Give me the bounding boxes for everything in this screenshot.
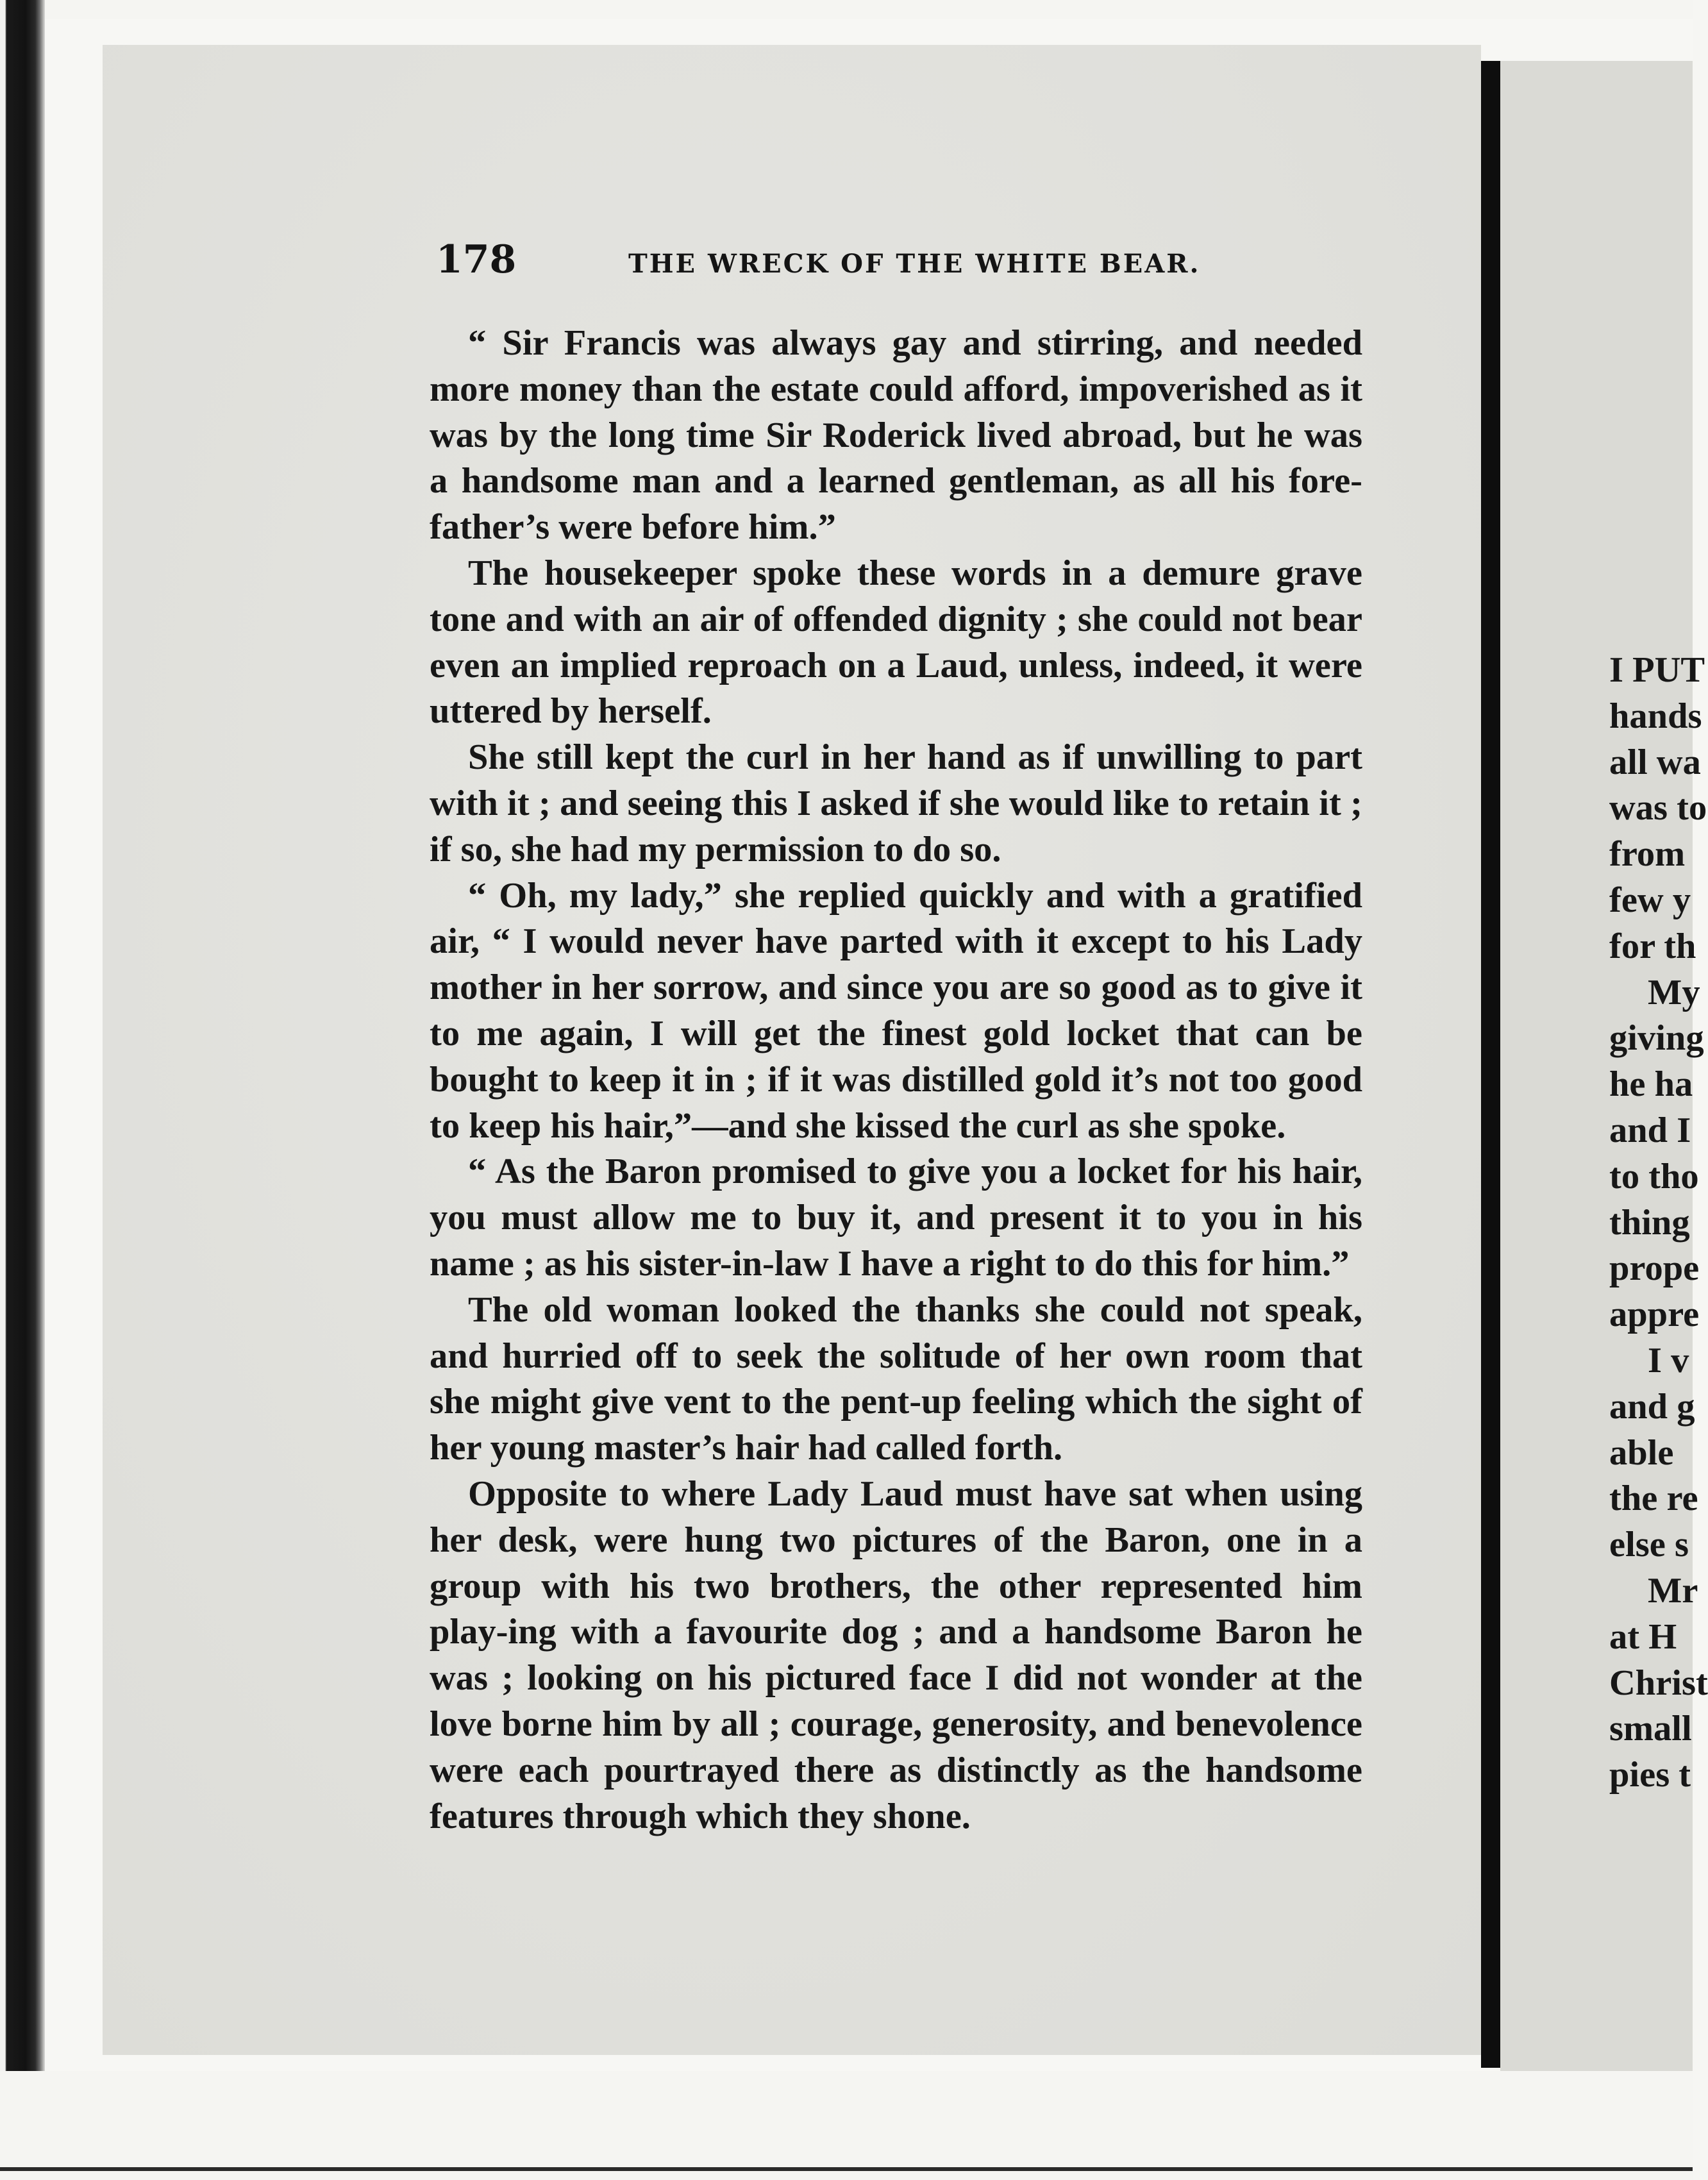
facing-line: and I — [1609, 1110, 1691, 1150]
facing-line: from — [1609, 834, 1686, 875]
facing-line: prope — [1609, 1248, 1700, 1289]
paragraph: She still kept the curl in her hand as if unwilling to part with it ; and seeing this I asked if she would like to retain it ; if so, she had my permission to do so. — [430, 737, 1362, 869]
facing-line: small — [1609, 1709, 1692, 1749]
facing-line: he ha — [1609, 1064, 1693, 1105]
paragraph: “ Oh, my lady,” she replied quickly and with a gratified air, “ I would never have parted with it except to his Lady mother in her sorrow, and since you are so good as to give it to me again, I will get the finest gold locket that can be bought to keep it in ; if it was distilled gold it’s not too good to keep his hair,”—and she kissed the curl as she spoke. — [430, 875, 1362, 1146]
facing-line: Christ — [1609, 1663, 1708, 1703]
facing-line: pies t — [1609, 1755, 1691, 1795]
book-gutter — [1481, 61, 1500, 2068]
facing-line: able — [1609, 1432, 1674, 1473]
scan-bottom-margin — [0, 2071, 1693, 2180]
facing-line: I PUT — [1609, 650, 1705, 690]
facing-line: thing — [1609, 1202, 1690, 1243]
facing-line: I v — [1648, 1340, 1689, 1380]
facing-line: all wa — [1609, 742, 1701, 782]
paragraph: The old woman looked the thanks she could not speak, and hurried off to seek the solitude of her own room that she might give vent to the pent-up feeling which the sight of her young master’s hair had called forth. — [430, 1289, 1362, 1468]
facing-line: and g — [1609, 1386, 1695, 1427]
facing-line: to tho — [1609, 1156, 1699, 1196]
paragraph: “ As the Baron promised to give you a locket for his hair, you must allow me to buy it, and present it to you in his name ; as his sister-in-law I have a right to do this for him.” — [430, 1152, 1362, 1284]
paragraph: The housekeeper spoke these words in a demure grave tone and with an air of offended dignity ; she could not bear even an implied reproach on a Laud, unless, indeed, it were uttered by herself. — [430, 553, 1362, 732]
book-left-edge — [0, 0, 45, 2180]
page-number: 178 — [436, 237, 517, 282]
facing-line: was to — [1609, 788, 1707, 828]
facing-line: Mr — [1648, 1570, 1698, 1611]
scan-bottom-edge — [0, 2167, 1693, 2171]
paragraph: “ Sir Francis was always gay and stirring, and needed more money than the estate could afford, impoverished as it was by the long time Sir Roderick lived abroad, but he was a handsome man and a learned gentleman, as all his fore-father’s were before him.” — [430, 323, 1362, 548]
scan-top-margin — [0, 0, 1693, 19]
facing-line: the re — [1609, 1479, 1698, 1519]
body-text — [430, 321, 1362, 1840]
facing-line: hands — [1609, 696, 1702, 736]
facing-line: for th — [1609, 926, 1696, 966]
paragraph: Opposite to where Lady Laud must have sat when using her desk, were hung two pictures of the Baron, one in a group with his two brothers, the other represented him play-ing with a favourite dog ; and a handsome Baron he was ; looking on his pictured face I did not wonder at the love borne him by all ; courage, generosity, and benevolence were each pourtrayed there as distinctly as the handsome features through which they shone. — [430, 1473, 1362, 1836]
facing-page-text — [1609, 648, 1708, 1799]
running-title: THE WRECK OF THE WHITE BEAR. — [628, 249, 1201, 279]
facing-line: giving — [1609, 1018, 1704, 1059]
facing-line: at H — [1609, 1616, 1677, 1657]
facing-line: My — [1648, 972, 1700, 1012]
facing-line: appre — [1609, 1295, 1700, 1335]
facing-line: few y — [1609, 880, 1691, 920]
facing-line: else s — [1609, 1525, 1689, 1565]
